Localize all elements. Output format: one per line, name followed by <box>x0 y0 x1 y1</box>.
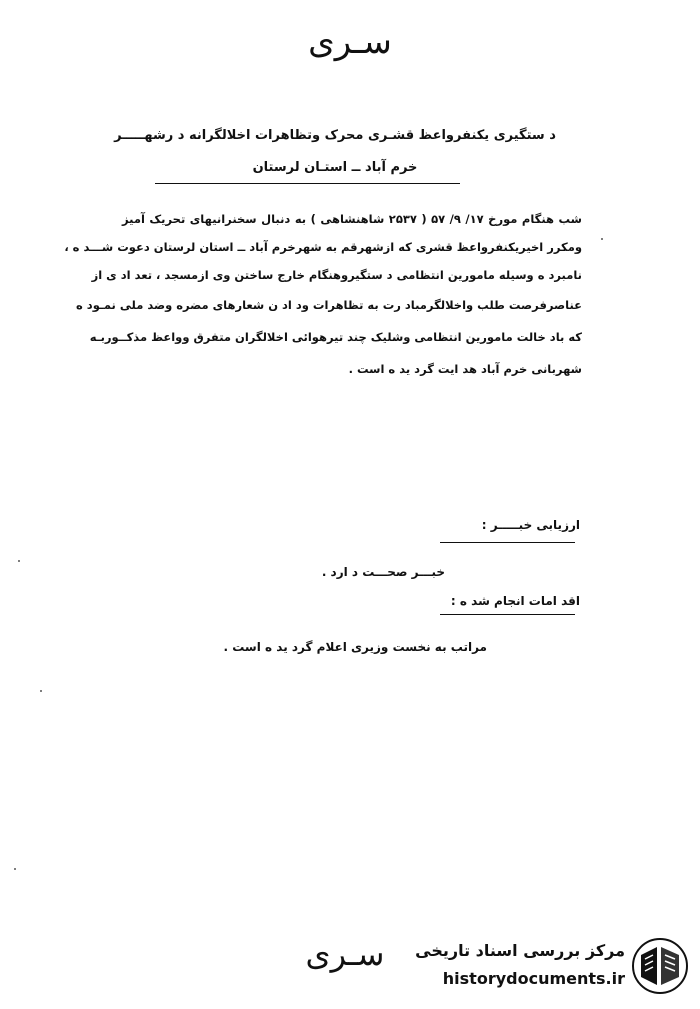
assessment-underline <box>440 542 575 543</box>
body-line: عناصرفرصت طلب واخلالگرمباد رت به تظاهرات ود اد ن شعارهای مضره وضد ملی نمـود ه <box>76 298 582 312</box>
assessment-label: ارزیابی خبـــــر : <box>481 518 580 532</box>
scan-speck <box>18 560 20 562</box>
subject-line: د ستگیری یکنفرواعظ قشـری محرک وتظاهرات اخلالگرانه د رشهـــــر <box>114 128 556 143</box>
body-line: شهربانی خرم آباد هد ایت گرد ید ه است . <box>348 362 582 376</box>
archive-logo-icon <box>631 937 689 995</box>
body-line: ومکرر اخیریکنفرواعظ قشری که ازشهرقم به شهرخرم آباد ــ استان لرستان دعوت شـــد ه ، <box>64 240 582 254</box>
watermark <box>415 935 695 997</box>
subject-location: خرم آباد ــ استـان لرستان <box>252 160 418 175</box>
assessment-text: خبـــر صحـــت د ارد . <box>321 565 445 579</box>
actions-label: اقد امات انجام شد ه : <box>450 594 580 608</box>
watermark-url: historydocuments.ir <box>442 969 625 988</box>
body-line: شب هنگام مورخ ۱۷/ ۹/ ۵۷ ( ۲۵۳۷ شاهنشاهی ) به دنبال سخنرانیهای تحریک آمیز <box>122 212 582 226</box>
body-line: که باد خالت مامورین انتظامی وشلیک چند تیرهوائی اخلالگران متفرق وواعظ مذکــوربـه <box>89 330 582 344</box>
classification-stamp-bottom: سـری <box>305 935 385 973</box>
subject-underline <box>155 183 460 184</box>
body-line: نامبرد ه وسیله مامورین انتظامی د ستگیروهنگام خارج ساختن وی ازمسجد ، تعد اد ی از <box>91 268 582 282</box>
watermark-title: مرکز بررسی اسناد تاریخی <box>415 941 625 960</box>
actions-underline <box>440 614 575 615</box>
scan-speck <box>40 690 42 692</box>
actions-text: مراتب به نخست وزیری اعلام گرد ید ه است . <box>223 640 487 654</box>
scan-speck <box>14 868 16 870</box>
classification-stamp-top: سـری <box>308 22 392 62</box>
scan-speck <box>601 238 603 240</box>
